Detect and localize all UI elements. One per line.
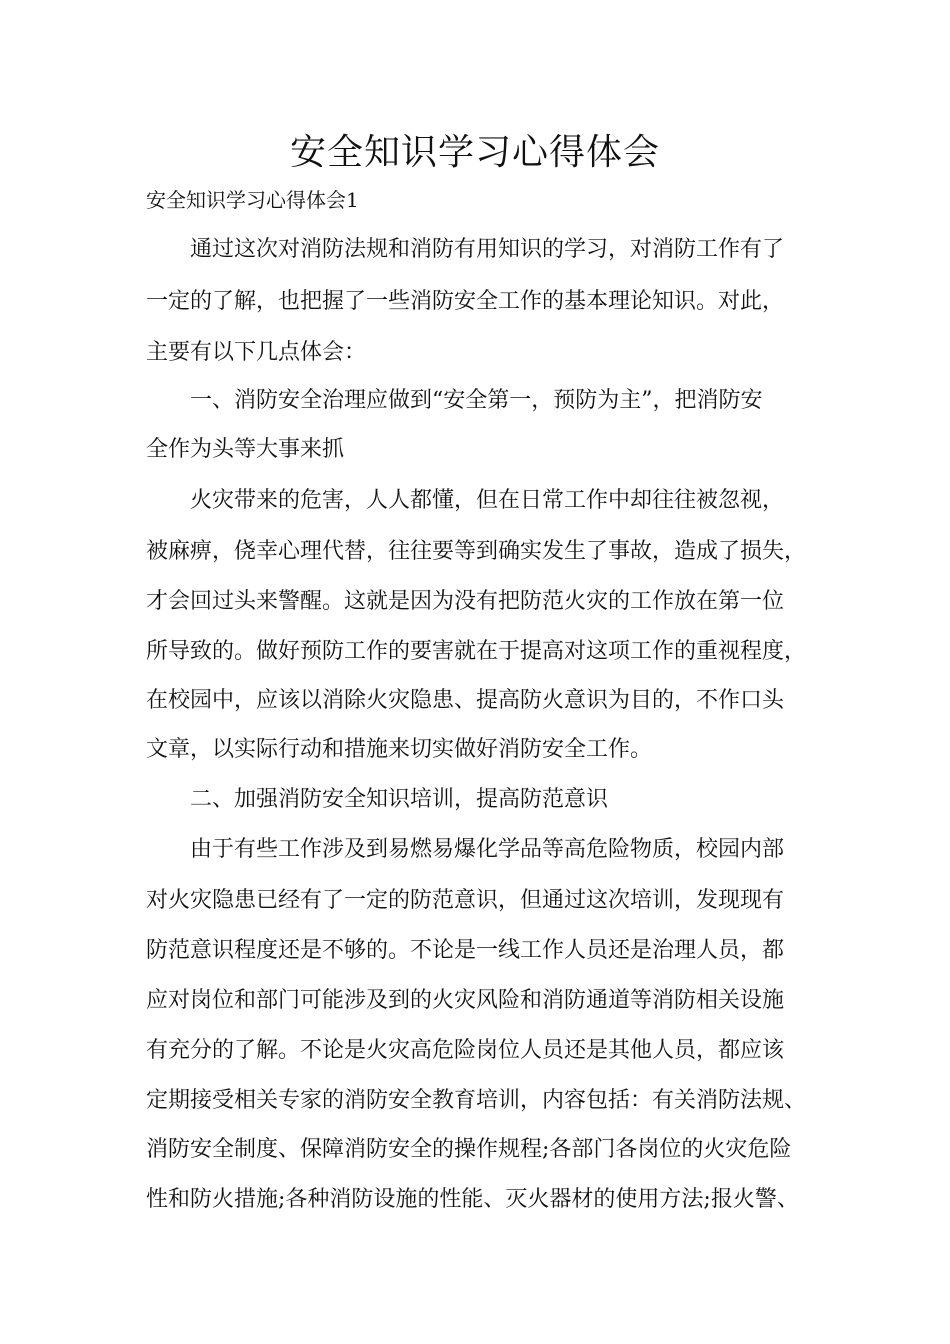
- paragraph-line: 被麻痹，侥幸心理代替，往往要等到确实发生了事故，造成了损失，: [146, 539, 807, 564]
- paragraph-line: 所导致的。做好预防工作的要害就在于提高对这项工作的重视程度，: [146, 639, 807, 664]
- paragraph-line: 才会回过头来警醒。这就是因为没有把防范火灾的工作放在第一位: [146, 589, 785, 614]
- paragraph-line: 火灾带来的危害，人人都懂，但在日常工作中却往往被忽视，: [190, 488, 785, 513]
- paragraph-line: 通过这次对消防法规和消防有用知识的学习，对消防工作有了: [190, 237, 785, 262]
- paragraph-line: 对火灾隐患已经有了一定的防范意识，但通过这次培训，发现现有: [146, 888, 785, 913]
- paragraph-line: 定期接受相关专家的消防安全教育培训，内容包括：有关消防法规、: [146, 1088, 807, 1113]
- paragraph-line: 主要有以下几点体会：: [146, 340, 367, 365]
- section-heading: 安全知识学习心得体会1: [146, 188, 359, 212]
- paragraph-line: 性和防火措施;各种消防设施的性能、灭火器材的使用方法;报火警、: [146, 1187, 799, 1212]
- paragraph-line: 防范意识程度还是不够的。不论是一线工作人员还是治理人员，都: [146, 938, 785, 963]
- paragraph-line: 消防安全制度、保障消防安全的操作规程;各部门各岗位的火灾危险: [146, 1137, 792, 1162]
- paragraph-line: 由于有些工作涉及到易燃易爆化学品等高危险物质，校园内部: [190, 837, 785, 862]
- paragraph-line: 全作为头等大事来抓: [146, 437, 345, 462]
- paragraph-line: 一定的了解，也把握了一些消防安全工作的基本理论知识。对此，: [146, 289, 785, 314]
- paragraph-line: 文章，以实际行动和措施来切实做好消防安全工作。: [146, 737, 653, 762]
- paragraph-line: 二、加强消防安全知识培训，提高防范意识: [190, 787, 609, 812]
- paragraph-line: 应对岗位和部门可能涉及到的火灾风险和消防通道等消防相关设施: [146, 988, 785, 1013]
- paragraph-line: 一、消防安全治理应做到“安全第一，预防为主”，把消防安: [190, 388, 763, 413]
- paragraph-line: 在校园中，应该以消除火灾隐患、提高防火意识为目的，不作口头: [146, 688, 785, 713]
- paragraph-line: 有充分的了解。不论是火灾高危险岗位人员还是其他人员，都应该: [146, 1038, 785, 1063]
- document-title: 安全知识学习心得体会: [289, 132, 660, 173]
